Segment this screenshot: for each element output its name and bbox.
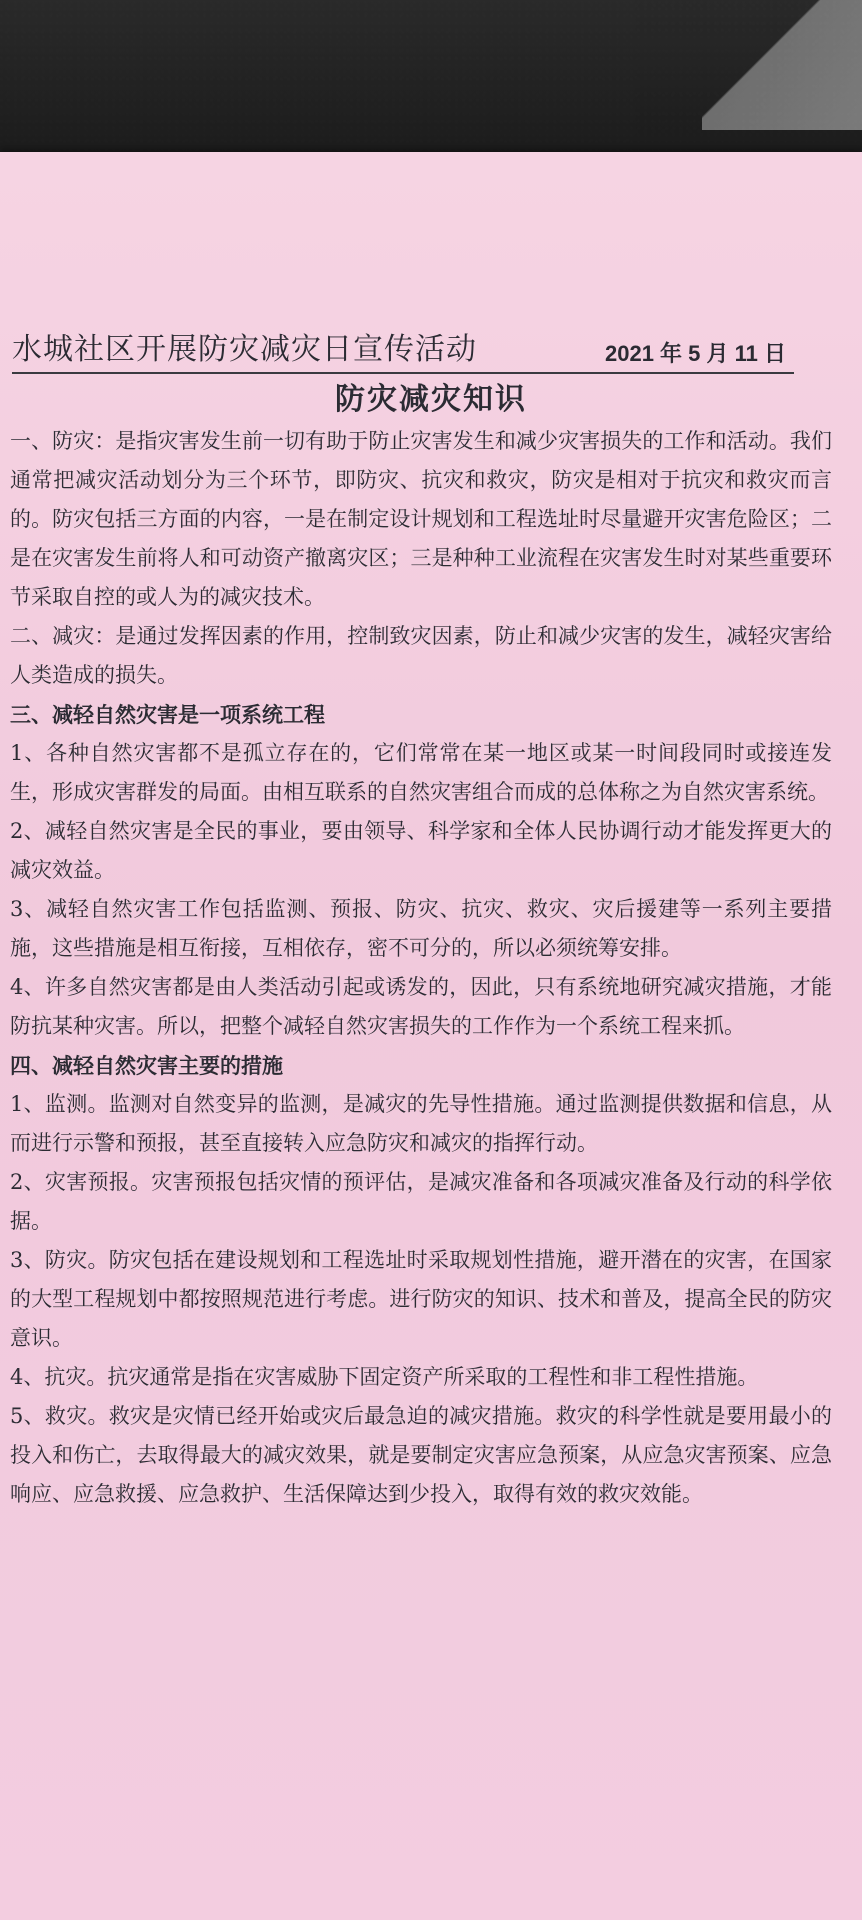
document-body	[10, 422, 832, 1514]
paragraph-2: 二、减灾：是通过发挥因素的作用，控制致灾因素，防止和减少灾害的发生，减轻灾害给人类造成的损失。	[10, 624, 832, 687]
paragraph-4-5: 5、救灾。救灾是灾情已经开始或灾后最急迫的减灾措施。救灾的科学性就是要用最小的投入和伤亡，去取得最大的减灾效果，就是要制定灾害应急预案，从应急灾害预案、应急响应、应急救援、应急救护、生活保障达到少投入，取得有效的救灾效能。	[10, 1404, 832, 1506]
paragraph-3-2: 2、减轻自然灾害是全民的事业，要由领导、科学家和全体人民协调行动才能发挥更大的减灾效益。	[10, 819, 832, 882]
section-heading-4: 四、减轻自然灾害主要的措施	[10, 1053, 283, 1078]
pink-paper-sheet	[0, 152, 862, 1920]
paragraph-3-1: 1、各种自然灾害都不是孤立存在的，它们常常在某一地区或某一时间段同时或接连发生，形成灾害群发的局面。由相互联系的自然灾害组合而成的总体称之为自然灾害系统。	[10, 741, 832, 804]
document-title: 防灾减灾知识	[335, 382, 527, 417]
table-surface	[0, 0, 862, 170]
paragraph-4-4: 4、抗灾。抗灾通常是指在灾害威胁下固定资产所采取的工程性和非工程性措施。	[10, 1365, 759, 1389]
paragraph-4-1: 1、监测。监测对自然变异的监测，是减灾的先导性措施。通过监测提供数据和信息，从而进行示警和预报，甚至直接转入应急防灾和减灾的指挥行动。	[10, 1092, 832, 1155]
paragraph-1: 一、防灾：是指灾害发生前一切有助于防止灾害发生和减少灾害损失的工作和活动。我们通常把减灾活动划分为三个环节，即防灾、抗灾和救灾，防灾是相对于抗灾和救灾而言的。防灾包括三方面的内容，一是在制定设计规划和工程选址时尽量避开灾害危险区；二是在灾害发生前将人和可动资产撤离灾区；三是种种工业流程在灾害发生时对某些重要环节采取自控的或人为的减灾技术。	[10, 429, 832, 609]
document-header	[12, 312, 794, 374]
event-date: 2021 年 5 月 11 日	[605, 341, 786, 366]
paragraph-3-3: 3、减轻自然灾害工作包括监测、预报、防灾、抗灾、救灾、灾后援建等一系列主要措施，这些措施是相互衔接，互相依存，密不可分的，所以必须统筹安排。	[10, 897, 832, 960]
event-title: 水城社区开展防灾减灾日宣传活动	[12, 332, 477, 367]
section-heading-3: 三、减轻自然灾害是一项系统工程	[10, 702, 325, 727]
paragraph-3-4: 4、许多自然灾害都是由人类活动引起或诱发的，因此，只有系统地研究减灾措施，才能防抗某种灾害。所以，把整个减轻自然灾害损失的工作作为一个系统工程来抓。	[10, 975, 832, 1038]
paragraph-4-2: 2、灾害预报。灾害预报包括灾情的预评估，是减灾准备和各项减灾准备及行动的科学依据。	[10, 1170, 832, 1233]
paragraph-4-3: 3、防灾。防灾包括在建设规划和工程选址时采取规划性措施，避开潜在的灾害，在国家的大型工程规划中都按照规范进行考虑。进行防灾的知识、技术和普及，提高全民的防灾意识。	[10, 1248, 832, 1350]
